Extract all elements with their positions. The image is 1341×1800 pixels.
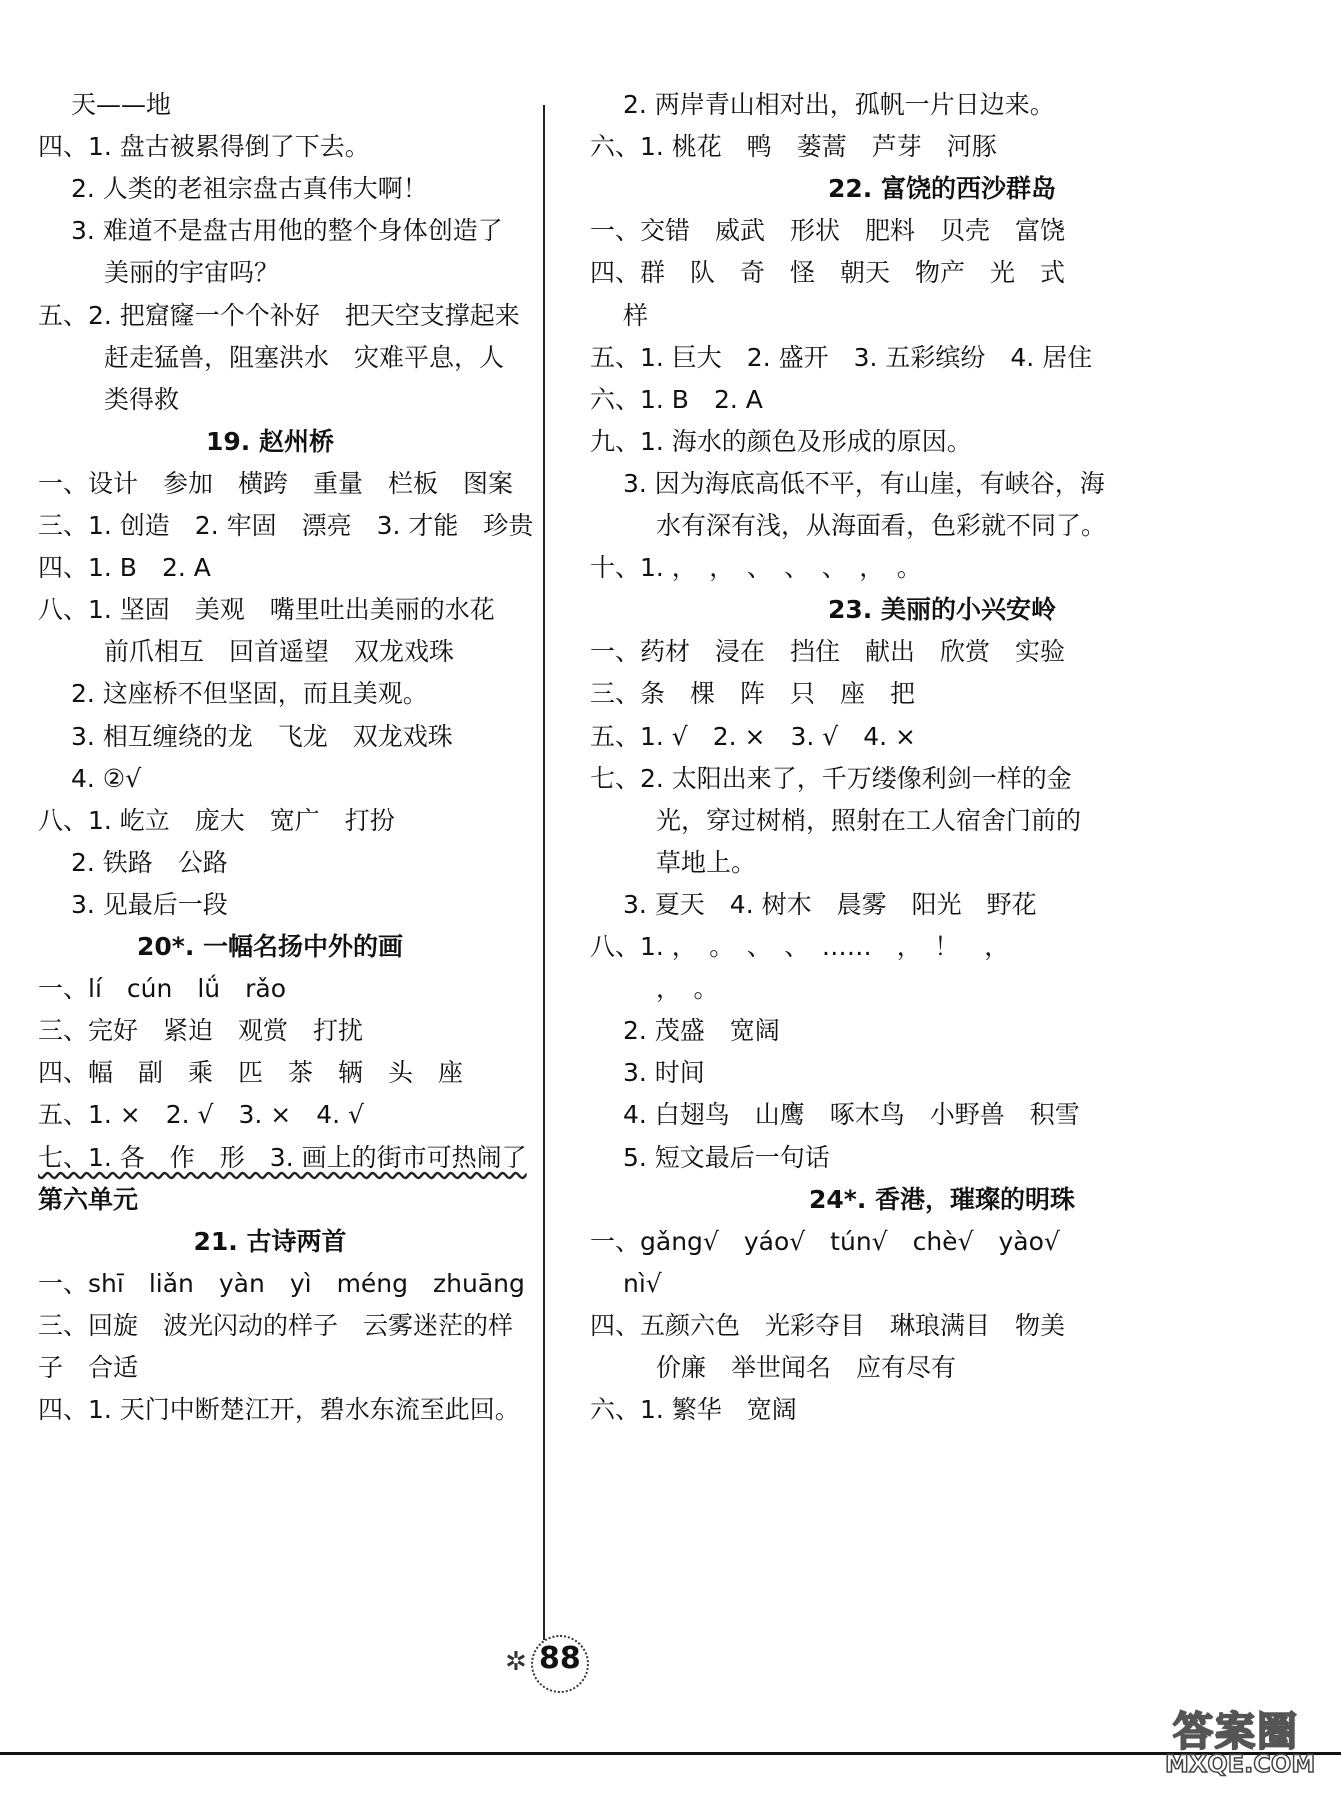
answer-line: 水有深有浅，从海面看，色彩就不同了。: [656, 511, 1107, 540]
bottom-rule: [0, 1752, 1341, 1755]
answer-line: 一、lí cún lǘ rǎo: [38, 974, 287, 1004]
answer-line: 3. 见最后一段: [71, 889, 228, 919]
star-icon: ✲: [505, 1647, 527, 1677]
answer-line: 子 合适: [38, 1353, 139, 1382]
answer-line: 天——地: [71, 90, 172, 119]
answer-line: 价廉 举世闻名 应有尽有: [656, 1353, 957, 1382]
answer-line: 四、五颜六色 光彩夺目 琳琅满目 物美: [590, 1310, 1066, 1340]
answer-line: 前爪相互 回首遥望 双龙戏珠: [104, 637, 455, 667]
answer-line: 光，穿过树梢，照射在工人宿舍门前的: [656, 805, 1082, 835]
answer-line: 三、1. 创造 2. 牢固 漂亮 3. 才能 珍贵: [38, 511, 534, 540]
answer-line: 4. 白翅鸟 山鹰 啄木鸟 小野兽 积雪: [623, 1100, 1080, 1130]
answer-line: 样: [623, 300, 649, 330]
watermark-mark: 答案圈: [1173, 1709, 1299, 1755]
answer-line: 四、群 队 奇 怪 朝天 物产 光 式: [590, 258, 1066, 288]
answer-line: 六、1. B 2. A: [590, 384, 763, 414]
answer-line: 3. 时间: [623, 1058, 705, 1088]
answer-line: 四、1. B 2. A: [38, 553, 211, 583]
answer-line: 2. 茂盛 宽阔: [623, 1016, 780, 1046]
answer-line: 五、1. × 2. √ 3. × 4. √: [38, 1100, 364, 1130]
answer-line: 三、回旋 波光闪动的样子 云雾迷茫的样: [38, 1310, 514, 1340]
answer-line: 四、1. 天门中断楚江开，碧水东流至此回。: [38, 1395, 520, 1425]
answer-line: nì√: [623, 1268, 662, 1298]
section-heading: 21. 古诗两首: [193, 1226, 347, 1256]
answer-line: 2. 两岸青山相对出，孤帆一片日边来。: [623, 90, 1055, 119]
answer-line: 2. 铁路 公路: [71, 847, 228, 877]
section-heading: 22. 富饶的西沙群岛: [828, 174, 1056, 204]
answer-line: 4. ②√: [71, 763, 142, 793]
answer-line: 一、交错 威武 形状 肥料 贝壳 富饶: [590, 216, 1066, 246]
answer-line: 2. 人类的老祖宗盘古真伟大啊！: [71, 174, 428, 204]
answer-line: 美丽的宇宙吗？: [104, 258, 280, 288]
answer-line: 六、1. 桃花 鸭 蒌蒿 芦芽 河豚: [590, 132, 997, 162]
answer-line: 2. 这座桥不但坚固，而且美观。: [71, 679, 428, 709]
answer-line: 八、1. 坚固 美观 嘴里吐出美丽的水花: [38, 595, 495, 625]
answer-line: 5. 短文最后一句话: [623, 1142, 830, 1172]
answer-line: 九、1. 海水的颜色及形成的原因。: [590, 426, 972, 456]
section-heading: 19. 赵州桥: [206, 426, 334, 456]
section-heading: 20*. 一幅名扬中外的画: [136, 932, 404, 961]
section-heading: 23. 美丽的小兴安岭: [828, 595, 1056, 625]
answer-line: 一、shī liǎn yàn yì méng zhuāng: [38, 1268, 525, 1298]
answer-line: 四、1. 盘古被累得倒了下去。: [38, 132, 370, 162]
answer-line: 八、1. ， 。 、 、 …… ， ！ ，: [590, 932, 1010, 961]
answer-line: 六、1. 繁华 宽阔: [590, 1395, 797, 1425]
answer-line: 十、1. ， ， 、 、 、 ， 。: [590, 553, 922, 583]
answer-line: 草地上。: [656, 847, 757, 877]
answer-line: 3. 夏天 4. 树木 晨雾 阳光 野花: [623, 889, 1037, 919]
answer-line: 一、设计 参加 横跨 重量 栏板 图案: [38, 468, 514, 498]
column-divider: [543, 105, 545, 1640]
answer-line: ， 。: [656, 974, 719, 1004]
answer-line: 3. 相互缠绕的龙 飞龙 双龙戏珠: [71, 721, 453, 751]
answer-line: 第六单元: [38, 1184, 139, 1214]
watermark-url: MXQE.COM: [1165, 1750, 1316, 1778]
answer-line: 3. 难道不是盘古用他的整个身体创造了: [71, 216, 503, 246]
answer-line: 八、1. 屹立 庞大 宽广 打扮: [38, 805, 395, 835]
answer-line: 三、条 棵 阵 只 座 把: [590, 679, 916, 709]
answer-line: 五、2. 把窟窿一个个补好 把天空支撑起来: [38, 300, 520, 330]
answer-line: 五、1. √ 2. × 3. √ 4. ×: [590, 721, 916, 751]
watermark-logo: [1165, 1700, 1335, 1790]
answer-line: 五、1. 巨大 2. 盛开 3. 五彩缤纷 4. 居住: [590, 342, 1093, 372]
answer-line: 一、药材 浸在 挡住 献出 欣赏 实验: [590, 637, 1066, 667]
section-heading: 24*. 香港，璀璨的明珠: [808, 1184, 1076, 1214]
page-number: 88: [539, 1641, 581, 1676]
answer-line: 七、1. 各 作 形 3. 画上的街市可热闹了: [38, 1142, 527, 1172]
page-number-badge: [505, 1635, 585, 1695]
answer-line: 四、幅 副 乘 匹 茶 辆 头 座: [38, 1058, 464, 1088]
answer-line: 赶走猛兽，阻塞洪水 灾难平息，人: [104, 342, 505, 372]
answer-line: 一、gǎng√ yáo√ tún√ chè√ yào√: [590, 1226, 1060, 1256]
answer-line: 七、2. 太阳出来了，千万缕像利剑一样的金: [590, 763, 1072, 793]
answer-line: 类得救: [104, 384, 180, 414]
answer-line: 三、完好 紧迫 观赏 打扰: [38, 1016, 364, 1046]
answer-line: 3. 因为海底高低不平，有山崖，有峡谷，海: [623, 468, 1105, 498]
